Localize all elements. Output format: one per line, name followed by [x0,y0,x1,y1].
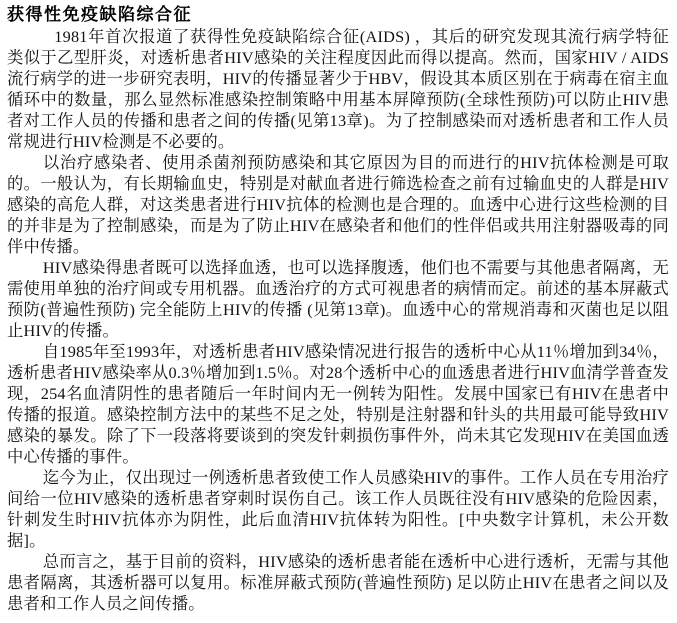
paragraph-aids-history: 1981年首次报道了获得性免疫缺陷综合征(AIDS) ，其后的研究发现其流行病学特征类似于乙型肝炎，对透析患者HIV感染的关注程度因此而得以提高。然而，国家HIV / AIDS流行病学的进一步研究表明，HIV的传播显著少于HBV，假设其本质区别在于病毒在宿主血循环中的数量，那么显然标准感染控制策略中用基本屏障预防(全球性预防)可以防止HIV患者对工作人员的传播和患者之间的传播(见第13章)。为了控制感染而对透析患者和工作人员常规进行HIV检测是不必要的。 [7,27,669,151]
paragraph-needlestick-case: 迄今为止，仅出现过一例透析患者致使工作人员感染HIV的事件。工作人员在专用治疗间给一位HIV感染的透析患者穿刺时误伤自己。该工作人员既往没有HIV感染的危险因素，针刺发生时HIV抗体亦为阴性，此后血清HIV抗体转为阳性。[中央数字计算机，未公开数据]。 [7,468,669,550]
paragraph-infection-statistics: 自1985年至1993年，对透析患者HIV感染情况进行报告的透析中心从11％增加到34％，透析患者HIV感染率从0.3％增加到1.5％。对28个透析中心的血透患者进行HIV血清学普查发现，254名血清阴性的患者随后一年时间内无一例转为阳性。发展中国家已有HIV在患者中传播的报道。感染控制方法中的某些不足之处，特别是注射器和针头的共用最可能导致HIV感染的暴发。除了下一段落将要谈到的突发针刺损伤事件外，尚未其它发现HIV在美国血透中心传播的事件。 [7,342,669,466]
paragraph-dialysis-options: HIV感染得患者既可以选择血透，也可以选择腹透，他们也不需要与其他患者隔离，无需使用单独的治疗间或专用机器。血透治疗的方式可视患者的病情而定。前述的基本屏蔽式预防(普遍性预防) 完全能防上HIV的传播 (见第13章)。血透中心的常规消毒和灭菌也足以阻止HIV的传播。 [7,258,669,340]
paragraph-conclusion: 总而言之，基于目前的资料，HIV感染的透析患者能在透析中心进行透析，无需与其他患者隔离，其透析器可以复用。标准屏蔽式预防(普遍性预防) 足以防止HIV在患者之间以及患者和工作人员之间传播。 [7,552,669,613]
document-heading: 获得性免疫缺陷综合征 [7,5,192,24]
paragraph-hiv-antibody-testing: 以治疗感染者、使用杀菌剂预防感染和其它原因为目的而进行的HIV抗体检测是可取的。一般认为，有长期输血史，特别是对献血者进行筛选检查之前有过输血史的人群是HIV感染的高危人群，对这类患者进行HIV抗体的检测也是合理的。血透中心进行这些检测的目的并非是为了控制感染，而是为了防止HIV在感染者和他们的性伴侣或共用注射器吸毒的同伴中传播。 [7,153,669,256]
